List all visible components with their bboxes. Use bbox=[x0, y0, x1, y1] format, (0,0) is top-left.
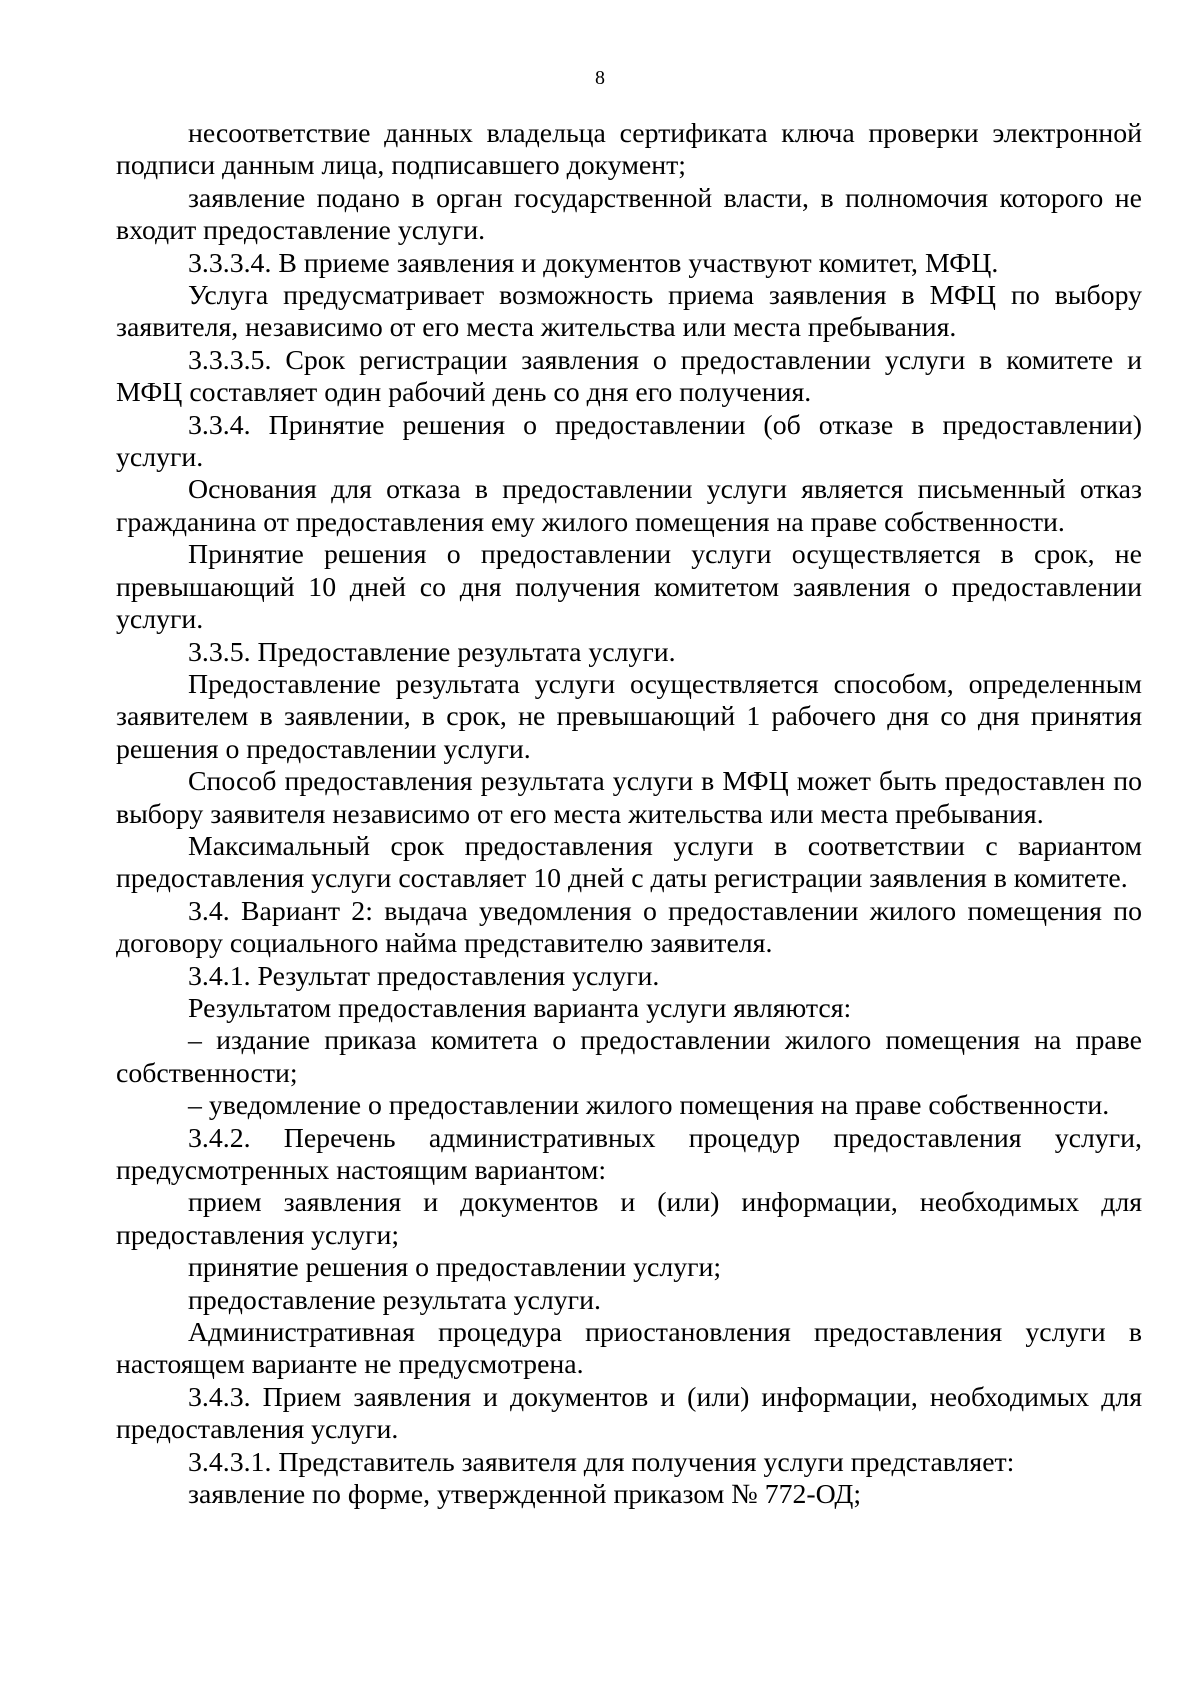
list-item: – уведомление о предоставлении жилого помещения на праве собственности. bbox=[188, 1090, 1110, 1122]
paragraph: 3.3.3.4. В приеме заявления и документов участвуют комитет, МФЦ. bbox=[188, 247, 999, 279]
page-number: 8 bbox=[595, 67, 605, 89]
paragraph: заявление по форме, утвержденной приказом № 772-ОД; bbox=[188, 1479, 862, 1511]
paragraph: 3.4.2. Перечень административных процедур предоставления услуги, предусмотренных настоящим вариантом: bbox=[116, 1122, 1142, 1186]
paragraph: 3.4.3. Прием заявления и документов и (или) информации, необходимых для предоставления услуги. bbox=[116, 1381, 1142, 1446]
paragraph: Административная процедура приостановления предоставления услуги в настоящем варианте не предусмотрена. bbox=[116, 1317, 1142, 1381]
paragraph: Основания для отказа в предоставлении услуги является письменный отказ гражданина от предоставления ему жилого помещения на праве собственности. bbox=[116, 474, 1142, 538]
list-item: прием заявления и документов и (или) информации, необходимых для предоставления услуги; bbox=[116, 1187, 1142, 1251]
paragraph: Предоставление результата услуги осуществляется способом, определенным заявителем в заявлении, в срок, не превышающий 1 рабочего дня со дня принятия решения о предоставлении услуги. bbox=[116, 668, 1142, 765]
paragraph: Максимальный срок предоставления услуги в соответствии с вариантом предоставления услуги составляет 10 дней с даты регистрации заявления в комитете. bbox=[116, 830, 1142, 895]
paragraph: Принятие решения о предоставлении услуги осуществляется в срок, не превышающий 10 дней со дня получения комитетом заявления о предоставлении услуги. bbox=[116, 539, 1142, 636]
paragraph: 3.4.1. Результат предоставления услуги. bbox=[188, 960, 660, 992]
paragraph: Услуга предусматривает возможность приема заявления в МФЦ по выбору заявителя, независимо от его места жительства или места пребывания. bbox=[116, 280, 1142, 344]
list-item: принятие решения о предоставлении услуги; bbox=[188, 1252, 722, 1284]
paragraph: Способ предоставления результата услуги в МФЦ может быть предоставлен по выбору заявителя независимо от его места жительства или места пребывания. bbox=[116, 766, 1142, 830]
document-body bbox=[116, 118, 1142, 1511]
paragraph: 3.4.3.1. Представитель заявителя для получения услуги представляет: bbox=[188, 1446, 1015, 1478]
paragraph: заявление подано в орган государственной власти, в полномочия которого не входит предоставление услуги. bbox=[116, 182, 1142, 247]
paragraph: 3.3.3.5. Срок регистрации заявления о предоставлении услуги в комитете и МФЦ составляет один рабочий день со дня его получения. bbox=[116, 344, 1142, 409]
list-item: предоставление результата услуги. bbox=[188, 1284, 601, 1316]
paragraph: Результатом предоставления варианта услуги являются: bbox=[188, 992, 852, 1024]
paragraph: 3.3.5. Предоставление результата услуги. bbox=[188, 636, 676, 668]
paragraph: 3.3.4. Принятие решения о предоставлении (об отказе в предоставлении) услуги. bbox=[116, 409, 1142, 474]
paragraph: несоответствие данных владельца сертификата ключа проверки электронной подписи данным лица, подписавшего документ; bbox=[116, 118, 1142, 182]
list-item: – издание приказа комитета о предоставлении жилого помещения на праве собственности; bbox=[116, 1025, 1142, 1089]
paragraph: 3.4. Вариант 2: выдача уведомления о предоставлении жилого помещения по договору социального найма представителю заявителя. bbox=[116, 895, 1142, 960]
